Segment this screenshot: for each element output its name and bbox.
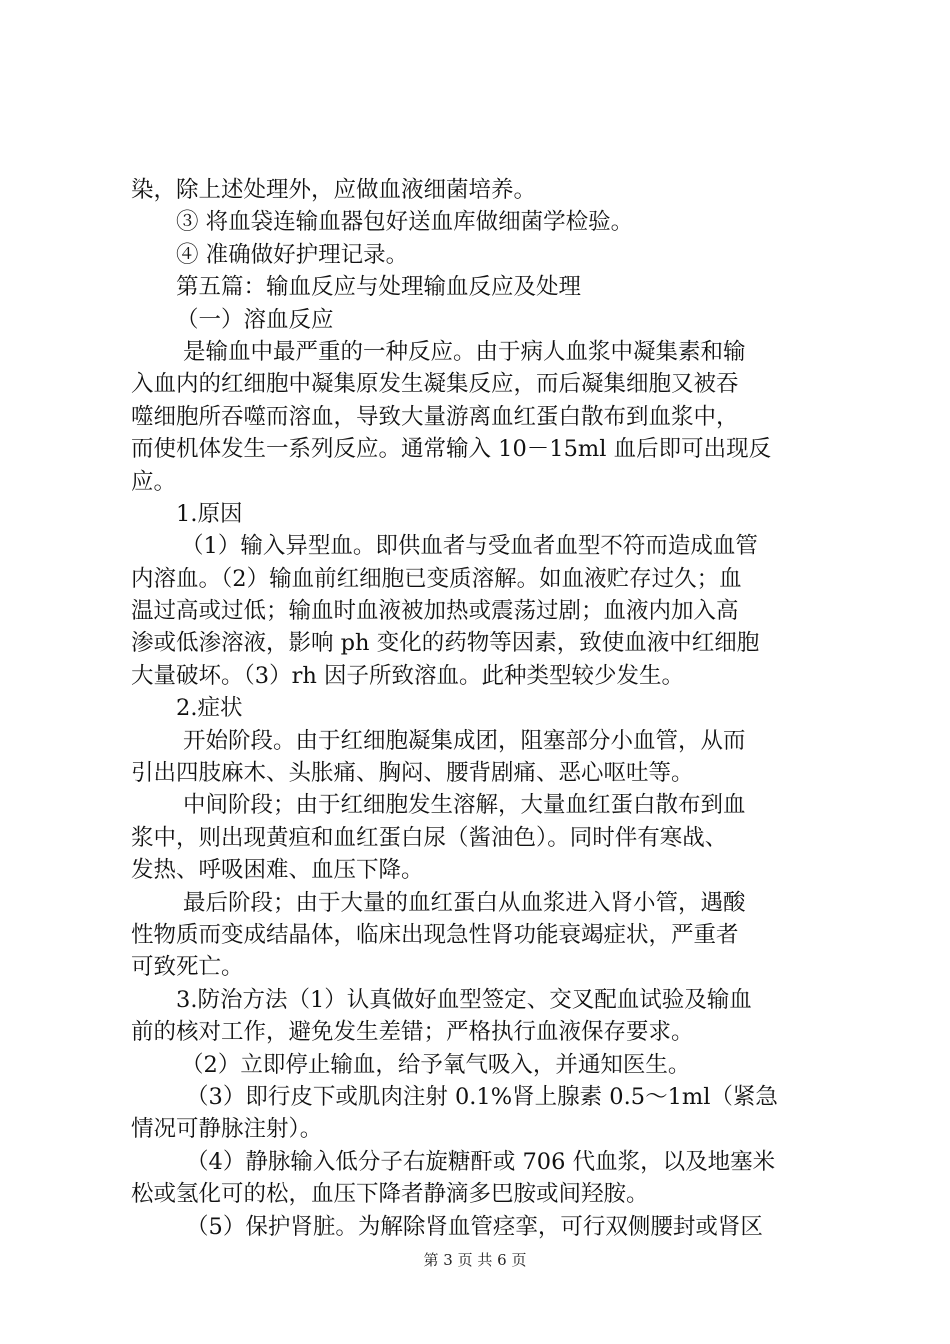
text-line: 前的核对工作，避免发生差错；严格执行血液保存要求。 <box>131 1019 694 1046</box>
document-body <box>131 174 831 1243</box>
text-line: （1）输入异型血。即供血者与受血者血型不符而造成血管 <box>181 533 758 560</box>
text-line: （5）保护肾脏。为解除肾血管痉挛，可行双侧腰封或肾区 <box>186 1213 763 1240</box>
text-line: （4）静脉输入低分子右旋糖酐或 706 代血浆，以及地塞米 <box>186 1148 776 1175</box>
text-line: 浆中，则出现黄疸和血红蛋白尿（酱油色）。同时伴有寒战、 <box>131 824 728 851</box>
text-line: （一）溶血反应 <box>176 306 334 333</box>
text-line: 入血内的红细胞中凝集原发生凝集反应，而后凝集细胞又被吞 <box>131 371 739 398</box>
text-line: ④ 准确做好护理记录。 <box>176 241 409 268</box>
text-line: 松或氢化可的松，血压下降者静滴多巴胺或间羟胺。 <box>131 1181 649 1208</box>
text-line: 引出四肢麻木、头胀痛、胸闷、腰背剧痛、恶心呕吐等。 <box>131 760 694 787</box>
text-line: 染，除上述处理外，应做血液细菌培养。 <box>131 177 537 203</box>
text-line: 应。 <box>131 468 177 495</box>
text-line: 中间阶段；由于红细胞发生溶解，大量血红蛋白散布到血 <box>183 792 746 819</box>
text-line: ③ 将血袋连输血器包好送血库做细菌学检验。 <box>176 209 634 236</box>
text-line: 噬细胞所吞噬而溶血，导致大量游离血红蛋白散布到血浆中， <box>131 403 739 430</box>
text-line: 可致死亡。 <box>131 954 244 981</box>
text-line: 最后阶段；由于大量的血红蛋白从血浆进入肾小管，遇酸 <box>183 889 746 916</box>
text-line: 2.症状 <box>176 695 243 722</box>
text-line: （2）立即停止输血，给予氧气吸入，并通知医生。 <box>181 1051 691 1078</box>
text-line: 性物质而变成结晶体，临床出现急性肾功能衰竭症状，严重者 <box>131 921 739 948</box>
text-line: 温过高或过低；输血时血液被加热或震荡过剧；血液内加入高 <box>131 598 739 625</box>
text-line: 大量破坏。（3）rh 因子所致溶血。此种类型较少发生。 <box>131 662 684 689</box>
text-line: 是输血中最严重的一种反应。由于病人血浆中凝集素和输 <box>183 338 746 365</box>
text-line: （3）即行皮下或肌肉注射 0.1%肾上腺素 0.5～1ml（紧急 <box>186 1083 778 1110</box>
text-line: 3.防治方法（1）认真做好血型签定、交叉配血试验及输血 <box>176 986 752 1013</box>
text-line: 情况可静脉注射）。 <box>131 1116 323 1143</box>
text-line: 内溶血。（2）输血前红细胞已变质溶解。如血液贮存过久；血 <box>131 565 742 592</box>
text-line: 开始阶段。由于红细胞凝集成团，阻塞部分小血管，从而 <box>183 727 746 754</box>
text-line: 1.原因 <box>176 500 243 527</box>
text-line: 发热、呼吸困难、血压下降。 <box>131 857 424 884</box>
text-line: 渗或低渗溶液，影响 ph 变化的药物等因素，致使血液中红细胞 <box>131 630 760 657</box>
text-line: 第五篇：输血反应与处理输血反应及处理 <box>176 274 582 301</box>
page-footer: 第 3 页 共 6 页 <box>423 1251 527 1269</box>
text-line: 而使机体发生一系列反应。通常输入 10－15ml 血后即可出现反 <box>131 436 772 463</box>
